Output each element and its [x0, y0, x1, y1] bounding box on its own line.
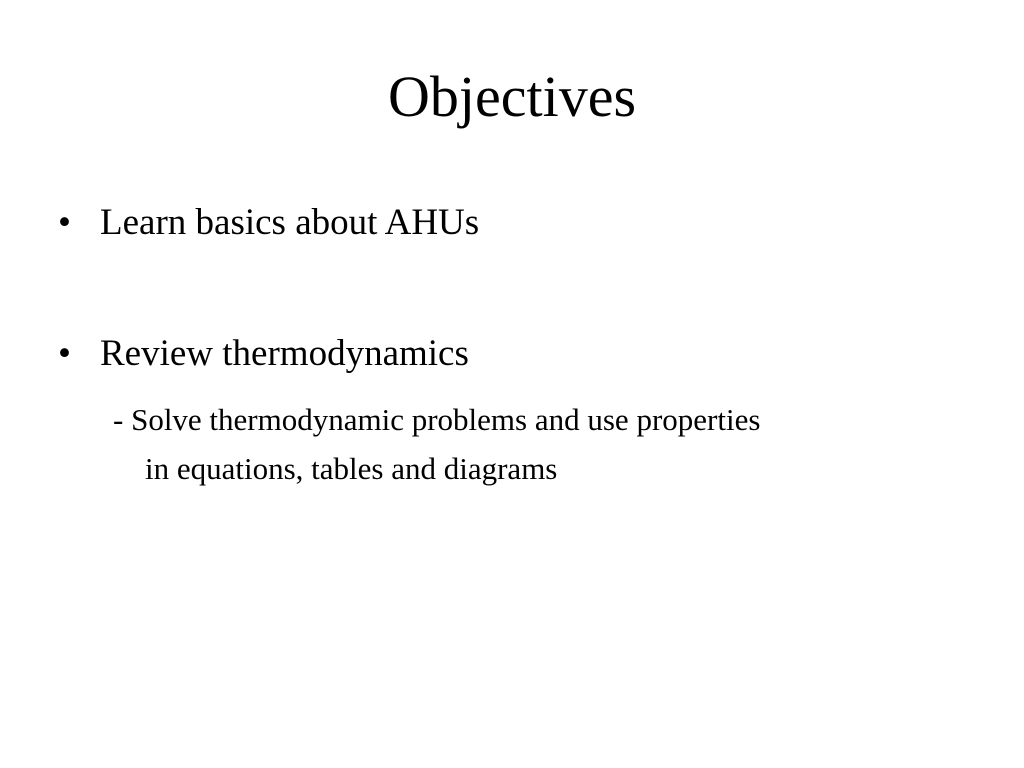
sub-bullet-line-1: - Solve thermodynamic problems and use properties — [113, 402, 761, 437]
slide-title: Objectives — [387, 64, 637, 129]
bullet-marker: • — [58, 333, 71, 374]
bullet-marker: • — [58, 202, 71, 243]
bullet-text: Learn basics about AHUs — [100, 202, 480, 243]
bullet-text: Review thermodynamics — [100, 333, 469, 374]
sub-bullet-line-2: in equations, tables and diagrams — [145, 451, 558, 486]
sub-bullet-solve-problems — [113, 395, 760, 493]
